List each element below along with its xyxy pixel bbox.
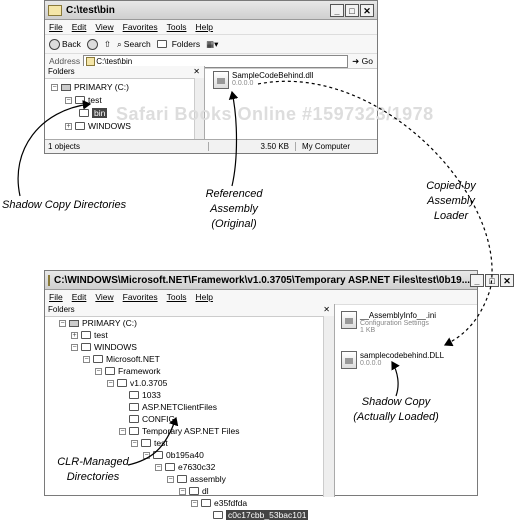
address-label: Address: [49, 56, 81, 66]
ini-file-icon: [341, 311, 357, 329]
dll-file-icon: [213, 71, 229, 89]
folder-icon: [213, 511, 223, 519]
tree-item-primary[interactable]: − PRIMARY (C:): [60, 318, 137, 328]
folder-icon: [129, 391, 139, 399]
folder-icon: [81, 331, 91, 339]
folder-icon: [153, 451, 163, 459]
tree-item-test-2[interactable]: − test: [132, 438, 168, 448]
go-button[interactable]: ➜ Go: [352, 55, 373, 66]
label-shadow-copy-directories: Shadow Copy Directories: [2, 199, 127, 211]
close-pane-icon[interactable]: ✕: [193, 67, 200, 76]
drive-icon: [69, 320, 79, 327]
tree-item-dl[interactable]: − dl: [180, 486, 209, 496]
menu-tools[interactable]: Tools: [166, 292, 187, 302]
search-button[interactable]: ⌕ Search: [117, 38, 151, 49]
window-title: C:\WINDOWS\Microsoft.NET\Framework\v1.0.3705\Temporary ASP.NET Files\test\0b19...: [54, 274, 471, 286]
up-folder-icon[interactable]: ⇧: [103, 38, 112, 49]
tree-item-config[interactable]: CONFIG: [129, 413, 175, 425]
title-bar[interactable]: [45, 271, 511, 290]
folder-icon: [201, 499, 211, 507]
file-samplecodebehind[interactable]: [213, 71, 313, 89]
tree-item-test[interactable]: + test: [72, 330, 108, 340]
tree-item-bin[interactable]: bin: [79, 107, 107, 119]
minimize-button[interactable]: _: [470, 274, 484, 287]
forward-arrow-icon[interactable]: [87, 39, 98, 50]
menu-view[interactable]: View: [95, 22, 114, 32]
label-copied-by-assembly-loader: Copied by Assembly Loader: [426, 180, 476, 222]
folders-icon: [157, 40, 167, 48]
maximize-button[interactable]: □: [485, 274, 499, 287]
file-version: 0.0.0.0: [232, 80, 254, 87]
views-icon[interactable]: ▦▾: [206, 38, 219, 49]
status-location: My Computer: [295, 142, 350, 151]
search-icon: ⌕: [117, 38, 122, 49]
menu-view[interactable]: View: [95, 292, 114, 302]
label-shadow-copy: Shadow Copy (Actually Loaded): [353, 396, 439, 423]
folder-icon: [117, 379, 127, 387]
folder-icon: [141, 439, 151, 447]
window-title: C:\test\bin: [66, 4, 115, 16]
folders-pane-header: Folders ✕: [45, 66, 204, 79]
tree-item-aspnetclientfiles[interactable]: ASP.NETClientFiles: [129, 401, 217, 413]
folder-icon: [129, 415, 139, 423]
dll-file-icon: [341, 351, 357, 369]
menu-favorites[interactable]: Favorites: [122, 292, 158, 302]
maximize-button[interactable]: □: [345, 4, 359, 17]
address-input[interactable]: C:\test\bin: [83, 55, 348, 68]
title-bar[interactable]: [45, 1, 377, 20]
menu-edit[interactable]: Edit: [71, 292, 87, 302]
status-objects: 1 objects: [48, 142, 81, 151]
status-size: 3.50 KB: [208, 142, 295, 151]
folder-icon: [93, 355, 103, 363]
menu-help[interactable]: Help: [195, 22, 213, 32]
tree-item-1033[interactable]: 1033: [129, 389, 161, 401]
menu-edit[interactable]: Edit: [71, 22, 87, 32]
close-button[interactable]: ✕: [360, 4, 374, 17]
tree-item-windows[interactable]: + WINDOWS: [66, 121, 131, 131]
folder-icon: [129, 403, 139, 411]
menu-tools[interactable]: Tools: [166, 22, 187, 32]
folder-icon: [75, 96, 85, 104]
file-version: 0.0.0.0: [360, 360, 382, 367]
folder-icon: [189, 487, 199, 495]
back-arrow-icon: [49, 39, 60, 50]
tree-item-v1-0-3705[interactable]: − v1.0.3705: [108, 378, 168, 388]
back-button[interactable]: Back: [49, 39, 81, 50]
folder-icon: [48, 5, 62, 16]
menu-file[interactable]: File: [49, 22, 63, 32]
tree-item-framework[interactable]: − Framework: [96, 366, 161, 376]
close-pane-icon[interactable]: ✕: [323, 305, 330, 314]
file-samplecodebehind-dll[interactable]: [341, 351, 444, 369]
tree-item-temporary-asp-net-files[interactable]: − Temporary ASP.NET Files: [120, 426, 240, 436]
minimize-button[interactable]: _: [330, 4, 344, 17]
folders-pane-header: Folders ✕: [45, 304, 334, 317]
file-size: 1 KB: [360, 327, 376, 334]
folder-icon: [79, 109, 89, 117]
menu-bar: [45, 290, 477, 305]
tree-item-test[interactable]: − test: [66, 95, 102, 105]
menu-help[interactable]: Help: [195, 292, 213, 302]
menu-file[interactable]: File: [49, 292, 63, 302]
folder-icon: [177, 475, 187, 483]
status-bar: [45, 139, 377, 153]
folder-icon: [129, 427, 139, 435]
explorer-window-bin: [44, 0, 378, 154]
tree-item-windows[interactable]: − WINDOWS: [72, 342, 137, 352]
folder-icon: [165, 463, 175, 471]
label-clr-managed-directories: CLR-Managed Directories: [48, 455, 138, 485]
watermark: Safari Books Online #1597323/1978: [116, 104, 434, 124]
folder-icon: [48, 275, 50, 286]
tree-item-assembly[interactable]: − assembly: [168, 474, 226, 484]
label-referenced-assembly: Referenced Assembly (Original): [205, 188, 263, 230]
tree-item-0b195a40[interactable]: − 0b195a40: [144, 450, 204, 460]
menu-favorites[interactable]: Favorites: [122, 22, 158, 32]
drive-icon: [61, 84, 71, 91]
tree-item-microsoft-net[interactable]: − Microsoft.NET: [84, 354, 160, 364]
toolbar: [45, 35, 377, 54]
file-assemblyinfo[interactable]: [341, 311, 436, 334]
close-button[interactable]: ✕: [500, 274, 514, 287]
folders-button[interactable]: Folders: [157, 39, 200, 49]
tree-item-e35fdfda[interactable]: − e35fdfda: [192, 498, 248, 508]
file-name: samplecodebehind.DLL: [360, 351, 445, 360]
tree-item-primary[interactable]: − PRIMARY (C:): [52, 82, 129, 92]
folder-icon: [105, 367, 115, 375]
tree-item-e7630c32[interactable]: − e7630c32: [156, 462, 216, 472]
file-name: SampleCodeBehind.dll: [232, 71, 314, 80]
tree-item-c0c17cbb[interactable]: c0c17cbb_53bac101: [213, 509, 308, 521]
file-type: Configuration Settings: [360, 320, 429, 327]
folder-icon: [75, 122, 85, 130]
menu-bar: [45, 20, 377, 35]
scrollbar[interactable]: [323, 316, 333, 497]
file-name: __AssemblyInfo__.ini: [360, 311, 437, 320]
folder-icon: [81, 343, 91, 351]
